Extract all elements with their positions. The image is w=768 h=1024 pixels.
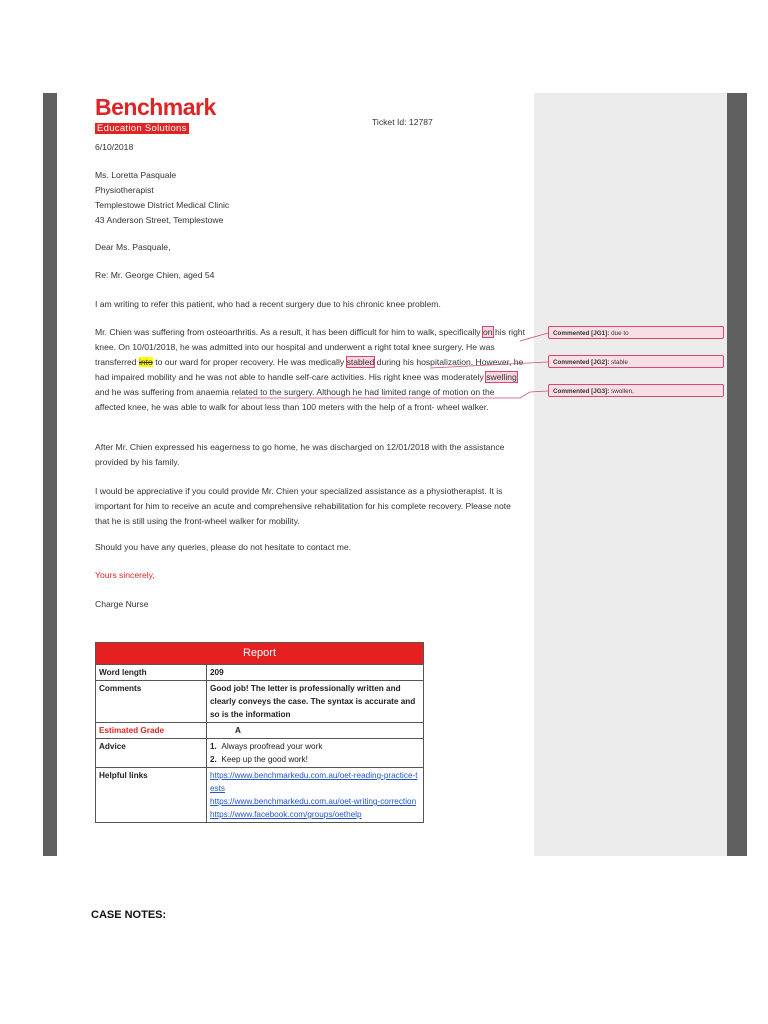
advice-item: [210, 753, 420, 766]
body-paragraph-4: I would be appreciative if you could provide Mr. Chien your specialized assistance as a physiotherapist. It is important for him to receive an acute and comprehensive rehabilitation for his complete recovery. Please note that he is still using the front-wheel walker for mobility.: [95, 486, 511, 526]
advice-item: [210, 740, 420, 753]
links-list: [207, 768, 424, 823]
deleted-word: into: [138, 357, 153, 367]
case-notes-heading: CASE NOTES:: [91, 909, 167, 921]
advice-text: Always proofread your work: [221, 742, 323, 751]
logo-tagline: Education Solutions: [97, 123, 187, 134]
text-run: and he was suffering from anaemia related to the surgery. Although he had limited range of motion on the affected knee, he was able to walk for about less than 100 meters with the help of a front- wheel walker.: [95, 387, 495, 412]
advice-label: Advice: [96, 739, 207, 768]
comment-jg1[interactable]: [548, 326, 724, 339]
comments-value: Good job! The letter is professionally written and clearly conveys the case. The syntax is accurate and so is the information: [207, 681, 424, 723]
word-length-label: Word length: [96, 665, 207, 681]
advice-num: 2.: [210, 755, 217, 764]
word-length-value: 209: [207, 665, 424, 681]
body-paragraph-3: After Mr. Chien expressed his eagerness to go home, he was discharged on 12/01/2018 with the assistance provided by his family.: [95, 442, 505, 467]
ticket-id: Ticket Id: 12787: [372, 117, 433, 127]
logo-name: Benchmark: [95, 94, 216, 120]
re-line: Re: Mr. George Chien, aged 54: [95, 270, 215, 280]
text-run: to our ward for proper recovery. He was medically: [152, 357, 347, 367]
table-row: [96, 768, 424, 823]
comment-text: swollen,: [611, 388, 634, 395]
recipient-line: Physiotherapist: [95, 185, 154, 195]
body-paragraph-5: Should you have any queries, please do not hesitate to contact me.: [95, 542, 352, 552]
table-row: [96, 723, 424, 739]
text-run: Mr. Chien was suffering from osteoarthritis. As a result, it has been difficult for him to walk, specifically: [95, 327, 483, 337]
comment-label: Commented [JG2]:: [553, 359, 610, 366]
advice-list: [207, 739, 424, 768]
comment-anchor-jg1[interactable]: on: [483, 327, 493, 337]
report-title: Report: [96, 643, 424, 665]
text-run: during his hospitalization. However, he had impaired mobility and he was not able to handle self-care activities. His right knee was moderately: [95, 357, 524, 382]
letter-date: 6/10/2018: [95, 142, 134, 152]
writing-correction-link[interactable]: https://www.benchmarkedu.com.au/oet-writing-correction: [210, 797, 417, 806]
salutation: Dear Ms. Pasquale,: [95, 242, 171, 252]
table-row: [96, 739, 424, 768]
comment-jg2[interactable]: [548, 355, 724, 368]
reading-tests-link[interactable]: https://www.benchmarkedu.com.au/oet-reading-practice-tests: [210, 771, 418, 793]
recipient-line: Templestowe District Medical Clinic: [95, 200, 230, 210]
links-label: Helpful links: [96, 768, 207, 823]
facebook-group-link[interactable]: https://www.facebook.com/groups/oethelp: [210, 810, 362, 819]
table-row: [96, 665, 424, 681]
grade-label: Estimated Grade: [96, 723, 207, 739]
connector-jg3: [238, 391, 548, 398]
advice-num: 1.: [210, 742, 217, 751]
text-run: his right knee. On 10/01/2018, he was admitted into our hospital and underwent a right total knee surgery. He was transferred: [95, 327, 526, 367]
recipient-line: Ms. Loretta Pasquale: [95, 170, 177, 180]
comment-label: Commented [JG3]:: [553, 388, 610, 395]
table-row: [96, 681, 424, 723]
report-table: [95, 642, 424, 823]
intro-paragraph: I am writing to refer this patient, who had a recent surgery due to his chronic knee problem.: [95, 299, 441, 309]
advice-text: Keep up the good work!: [221, 755, 308, 764]
connector-jg2: [430, 362, 548, 368]
recipient-line: 43 Anderson Street, Templestowe: [95, 215, 224, 225]
comments-label: Comments: [96, 681, 207, 723]
closing: Yours sincerely,: [95, 570, 155, 580]
grade-value: A: [207, 723, 424, 739]
comment-jg3[interactable]: [548, 384, 724, 397]
comment-anchor-jg3[interactable]: swelling: [486, 372, 517, 382]
comment-label: Commented [JG1]:: [553, 330, 610, 337]
comment-text: stable: [611, 359, 628, 366]
comment-anchor-jg2[interactable]: stabled: [346, 357, 375, 367]
comment-text: due to: [611, 330, 629, 337]
signature: Charge Nurse: [95, 599, 149, 609]
connector-jg1: [520, 333, 548, 341]
